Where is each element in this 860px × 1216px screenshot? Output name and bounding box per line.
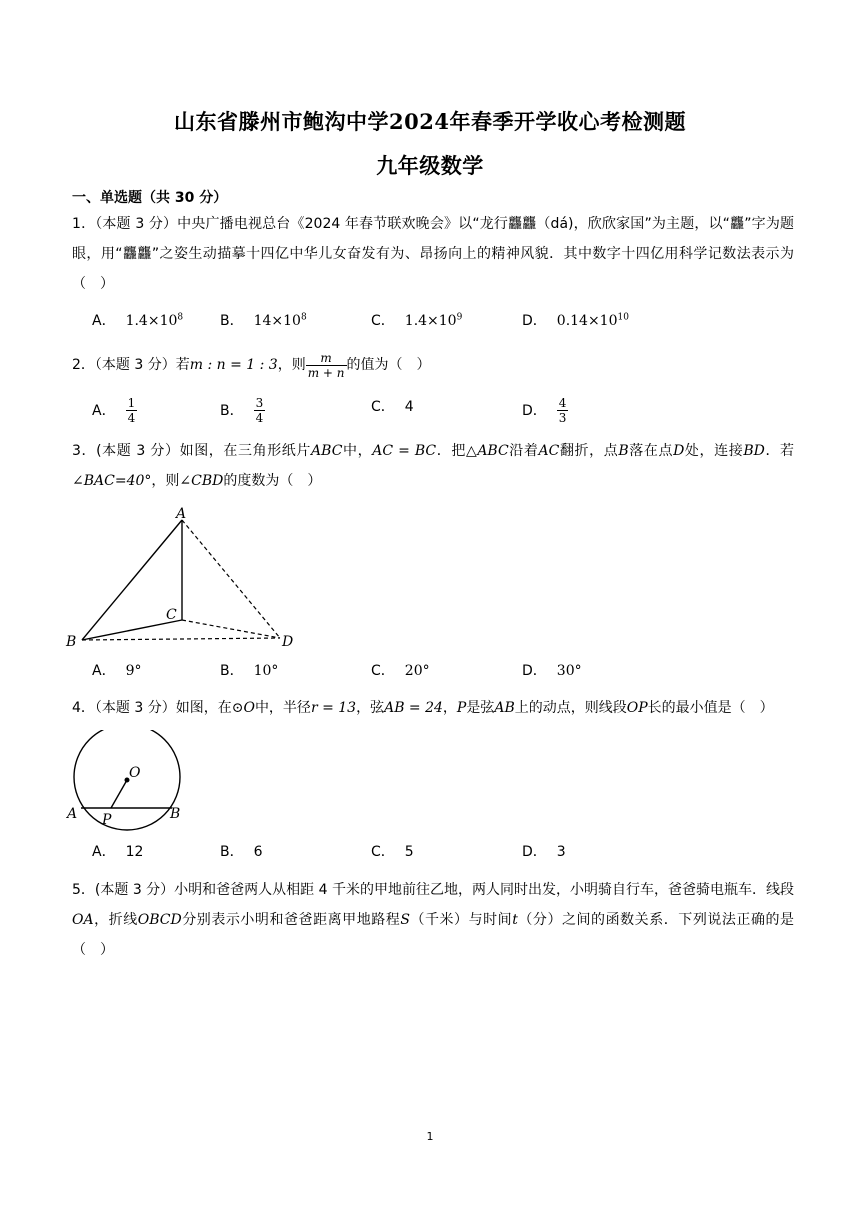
q2-option-d[interactable]: D． $\frac{4}{3}$	[522, 396, 567, 425]
question-2-text: 2．（本题 3 分）若m : n = 1 : 3，则 $\frac{m}{m + n}$ 的值为（ ）	[72, 350, 431, 380]
q4-option-b[interactable]: B． 6	[220, 844, 263, 860]
q2-option-b[interactable]: B． $\frac{3}{4}$	[220, 396, 264, 425]
q4-option-c[interactable]: C． 5	[371, 844, 414, 860]
question-4-text: 4．（本题 3 分）如图，在⊙O中，半径r = 13，弦AB = 24，P是弦AB上的动点，则线段OP长的最小值是（ ）	[72, 700, 774, 716]
question-2-options	[92, 396, 792, 426]
segment-op	[111, 780, 127, 808]
circle-figure	[62, 730, 192, 835]
label-o: O	[129, 765, 141, 781]
q1-option-c[interactable]: C． $1.4\times 10^9$	[371, 312, 463, 329]
question-5-text: 5．(本题 3 分）小明和爸爸两人从相距 4 千米的甲地前往乙地，两人同时出发，小明骑自行车，爸爸骑电瓶车．线段OA，折线OBCD分别表示小明和爸爸距离甲地路程S（千米）与时间t（分）之间的函数关系．下列说法正确的是（ ）	[72, 882, 795, 958]
q3-option-d[interactable]: D． 30°	[522, 663, 582, 679]
label-d: D	[282, 634, 294, 650]
q2-option-c[interactable]: C． 4	[371, 399, 414, 415]
question-3-text: 3．(本题 3 分）如图，在三角形纸片ABC中，AC = BC．把△ABC沿着AC翻折，点B落在点D处，连接BD．若∠BAC=40°，则∠CBD的度数为（ ）	[72, 443, 795, 489]
q2-option-a[interactable]: A． $\frac{1}{4}$	[92, 396, 136, 425]
q1-option-b[interactable]: B． $14\times 10^8$	[220, 312, 307, 329]
question-1-options	[92, 310, 792, 340]
segment-ad	[182, 520, 280, 638]
q1-option-a[interactable]: A． $1.4\times 10^8$	[92, 312, 184, 329]
q2-fraction: $\frac{m}{m + n}$	[307, 350, 345, 380]
label-p: P	[102, 812, 112, 828]
label-c: C	[166, 607, 177, 623]
q4-option-a[interactable]: A． 12	[92, 844, 144, 860]
label-a: A	[176, 506, 187, 522]
page-title: 山东省滕州市鲍沟中学2024年春季开学收心考检测题	[174, 109, 686, 134]
q3-option-a[interactable]: A． 9°	[92, 663, 142, 679]
label-b: B	[66, 634, 77, 650]
page-number: 1	[426, 1130, 434, 1143]
q4-option-d[interactable]: D． 3	[522, 844, 566, 860]
triangle-figure	[60, 500, 310, 655]
label-a: A	[67, 806, 78, 822]
q3-option-b[interactable]: B． 10°	[220, 663, 279, 679]
page-subtitle: 九年级数学	[376, 153, 484, 178]
q3-option-c[interactable]: C． 20°	[371, 663, 430, 679]
question-1-text: 1．（本题 3 分）中央广播电视总台《2024 年春节联欢晚会》以“龙行龘龘（dá)，欣欣家国”为主题，以“龘”字为题眼，用“龘龘”之姿生动描摹十四亿中华儿女奋发有为、昂扬向上的精神风貌．其中数字十四亿用科学记数法表示为（ ）	[72, 216, 794, 292]
segment-cd	[182, 620, 280, 638]
label-b: B	[170, 806, 181, 822]
question-4-options	[92, 841, 792, 871]
question-3-options	[92, 660, 792, 690]
section-heading: 一、单选题（共 30 分）	[72, 190, 228, 206]
q1-option-d[interactable]: D． $0.14\times 10^{10}$	[522, 312, 629, 329]
segment-bd	[82, 638, 280, 640]
